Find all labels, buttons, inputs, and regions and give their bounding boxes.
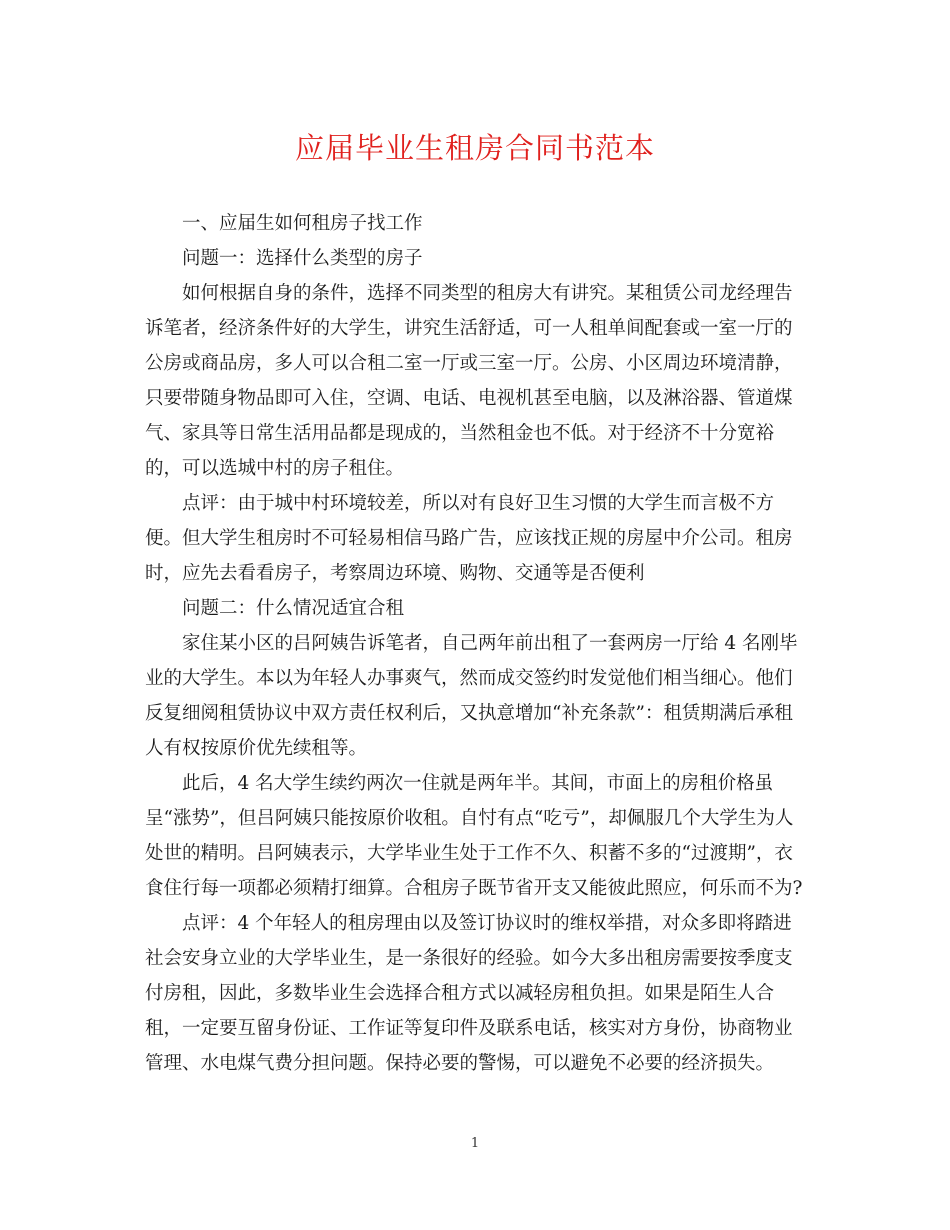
body-paragraph: 家住某小区的吕阿姨告诉笔者，自己两年前出租了一套两房一厅给 4 名刚毕 业的大学生。本以为年轻人办事爽气，然而成交签约时发觉他们相当细心。他们 反复细阅租赁协议中双方责任权利后，又执意增加“补充条款”：租赁期满后承租 人有权按原价优先续租等。 [145,633,798,759]
body-paragraph: 此后，4 名大学生续约两次一住就是两年半。其间，市面上的房租价格虽 呈“涨势”，但吕阿姨只能按原价收租。自忖有点“吃亏”，却佩服几个大学生为人 处世的精明。吕阿姨表示，大学毕业生处于工作不久、积蓄不多的“过渡期”，衣 食住行每一项都必须精打细算。合租房子既节省开支又能彼此照应，何乐而不为? [145,773,803,899]
commentary-paragraph: 点评：4 个年轻人的租房理由以及签订协议时的维权举措，对众多即将踏进 社会安身立业的大学毕业生，是一条很好的经验。如今大多出租房需要按季度支 付房租，因此，多数毕业生会选择合租方式以减轻房租负担。如果是陌生人合 租，一定要互留身份证、工作证等复印件及联系电话，核实对方身份，协商物业 管理、水电煤气费分担问题。保持必要的警惕，可以避免不必要的经济损失。 [145,913,793,1074]
question-heading: 问题二：什么情况适宜合租 [182,598,405,619]
body-paragraph: 如何根据自身的条件，选择不同类型的租房大有讲究。某租赁公司龙经理告 诉笔者，经济条件好的大学生，讲究生活舒适，可一人租单间配套或一室一厅的 公房或商品房，多人可以合租二室一厅或三室一厅。公房、小区周边环境清静， 只要带随身物品即可入住，空调、电话、电视机甚至电脑，以及淋浴器、管道煤 气、家具等日常生活用品都是现成的，当然租金也不低。对于经济不十分宽裕 的，可以选城中村的房子租住。 [145,283,793,479]
document-title: 应届毕业生租房合同书范本 [294,131,655,165]
page-number: 1 [470,1136,480,1151]
document-body [145,206,810,1081]
section-heading: 一、应届生如何租房子找工作 [182,213,423,234]
question-heading: 问题一：选择什么类型的房子 [182,248,423,269]
commentary-paragraph: 点评：由于城中村环境较差，所以对有良好卫生习惯的大学生而言极不方 便。但大学生租房时不可轻易相信马路广告，应该找正规的房屋中介公司。租房 时，应先去看看房子，考察周边环境、购物、交通等是否便利 [145,493,793,584]
